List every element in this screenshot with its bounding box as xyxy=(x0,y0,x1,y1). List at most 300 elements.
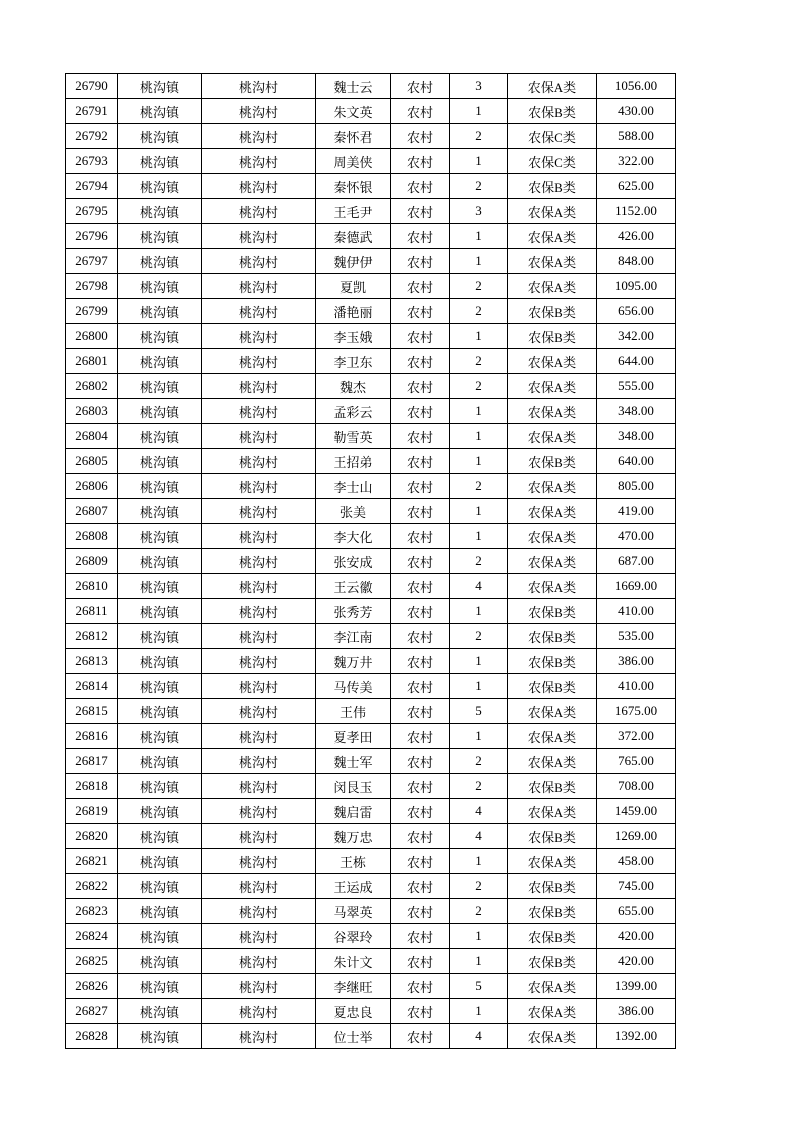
table-row xyxy=(66,424,676,449)
cell-type: 农村 xyxy=(391,224,450,249)
cell-village: 桃沟村 xyxy=(202,599,316,624)
cell-town: 桃沟镇 xyxy=(118,699,202,724)
cell-type: 农村 xyxy=(391,974,450,999)
cell-town: 桃沟镇 xyxy=(118,1024,202,1049)
cell-amount: 386.00 xyxy=(597,999,676,1024)
cell-type: 农村 xyxy=(391,524,450,549)
cell-name: 李士山 xyxy=(316,474,391,499)
table-row xyxy=(66,799,676,824)
cell-village: 桃沟村 xyxy=(202,474,316,499)
cell-type: 农村 xyxy=(391,74,450,99)
cell-type: 农村 xyxy=(391,574,450,599)
cell-amount: 348.00 xyxy=(597,399,676,424)
cell-type: 农村 xyxy=(391,624,450,649)
cell-count: 2 xyxy=(450,274,508,299)
cell-village: 桃沟村 xyxy=(202,524,316,549)
cell-type: 农村 xyxy=(391,724,450,749)
cell-town: 桃沟镇 xyxy=(118,499,202,524)
cell-type: 农村 xyxy=(391,699,450,724)
cell-id: 26794 xyxy=(66,174,118,199)
cell-village: 桃沟村 xyxy=(202,549,316,574)
table-row xyxy=(66,124,676,149)
cell-category: 农保A类 xyxy=(508,849,597,874)
cell-name: 王毛尹 xyxy=(316,199,391,224)
cell-count: 2 xyxy=(450,174,508,199)
cell-village: 桃沟村 xyxy=(202,224,316,249)
cell-id: 26811 xyxy=(66,599,118,624)
table-row xyxy=(66,374,676,399)
table-row xyxy=(66,149,676,174)
cell-category: 农保A类 xyxy=(508,74,597,99)
cell-category: 农保B类 xyxy=(508,824,597,849)
cell-id: 26805 xyxy=(66,449,118,474)
cell-count: 1 xyxy=(450,999,508,1024)
cell-town: 桃沟镇 xyxy=(118,674,202,699)
cell-id: 26799 xyxy=(66,299,118,324)
cell-town: 桃沟镇 xyxy=(118,374,202,399)
table-row xyxy=(66,549,676,574)
cell-village: 桃沟村 xyxy=(202,699,316,724)
cell-name: 位士举 xyxy=(316,1024,391,1049)
cell-id: 26812 xyxy=(66,624,118,649)
cell-village: 桃沟村 xyxy=(202,874,316,899)
cell-town: 桃沟镇 xyxy=(118,824,202,849)
cell-town: 桃沟镇 xyxy=(118,199,202,224)
cell-category: 农保A类 xyxy=(508,199,597,224)
cell-amount: 1095.00 xyxy=(597,274,676,299)
cell-amount: 708.00 xyxy=(597,774,676,799)
cell-town: 桃沟镇 xyxy=(118,649,202,674)
cell-amount: 1269.00 xyxy=(597,824,676,849)
cell-category: 农保A类 xyxy=(508,274,597,299)
cell-count: 1 xyxy=(450,949,508,974)
cell-amount: 1459.00 xyxy=(597,799,676,824)
cell-id: 26817 xyxy=(66,749,118,774)
cell-id: 26809 xyxy=(66,549,118,574)
cell-category: 农保C类 xyxy=(508,149,597,174)
cell-count: 1 xyxy=(450,499,508,524)
cell-type: 农村 xyxy=(391,249,450,274)
cell-town: 桃沟镇 xyxy=(118,749,202,774)
cell-town: 桃沟镇 xyxy=(118,574,202,599)
cell-name: 王栋 xyxy=(316,849,391,874)
cell-amount: 426.00 xyxy=(597,224,676,249)
cell-amount: 625.00 xyxy=(597,174,676,199)
cell-category: 农保A类 xyxy=(508,724,597,749)
cell-name: 李卫东 xyxy=(316,349,391,374)
cell-name: 潘艳丽 xyxy=(316,299,391,324)
cell-village: 桃沟村 xyxy=(202,174,316,199)
cell-town: 桃沟镇 xyxy=(118,924,202,949)
cell-village: 桃沟村 xyxy=(202,449,316,474)
cell-category: 农保A类 xyxy=(508,499,597,524)
cell-town: 桃沟镇 xyxy=(118,174,202,199)
cell-amount: 1675.00 xyxy=(597,699,676,724)
cell-category: 农保A类 xyxy=(508,249,597,274)
cell-category: 农保B类 xyxy=(508,774,597,799)
cell-town: 桃沟镇 xyxy=(118,799,202,824)
cell-count: 4 xyxy=(450,1024,508,1049)
cell-count: 2 xyxy=(450,124,508,149)
table-row xyxy=(66,724,676,749)
cell-category: 农保B类 xyxy=(508,99,597,124)
cell-name: 张秀芳 xyxy=(316,599,391,624)
cell-id: 26804 xyxy=(66,424,118,449)
cell-name: 张安成 xyxy=(316,549,391,574)
cell-count: 1 xyxy=(450,224,508,249)
cell-name: 马传美 xyxy=(316,674,391,699)
cell-id: 26822 xyxy=(66,874,118,899)
cell-village: 桃沟村 xyxy=(202,824,316,849)
cell-village: 桃沟村 xyxy=(202,424,316,449)
table-row xyxy=(66,249,676,274)
cell-amount: 342.00 xyxy=(597,324,676,349)
cell-count: 2 xyxy=(450,774,508,799)
cell-id: 26820 xyxy=(66,824,118,849)
cell-id: 26798 xyxy=(66,274,118,299)
table-row xyxy=(66,749,676,774)
cell-category: 农保A类 xyxy=(508,474,597,499)
cell-count: 1 xyxy=(450,849,508,874)
cell-type: 农村 xyxy=(391,474,450,499)
cell-name: 夏凯 xyxy=(316,274,391,299)
cell-count: 3 xyxy=(450,74,508,99)
cell-id: 26813 xyxy=(66,649,118,674)
cell-amount: 410.00 xyxy=(597,674,676,699)
cell-id: 26823 xyxy=(66,899,118,924)
cell-type: 农村 xyxy=(391,899,450,924)
cell-village: 桃沟村 xyxy=(202,624,316,649)
cell-id: 26815 xyxy=(66,699,118,724)
cell-name: 李大化 xyxy=(316,524,391,549)
table-row xyxy=(66,674,676,699)
cell-category: 农保B类 xyxy=(508,949,597,974)
cell-name: 王招弟 xyxy=(316,449,391,474)
cell-count: 1 xyxy=(450,424,508,449)
cell-village: 桃沟村 xyxy=(202,574,316,599)
cell-village: 桃沟村 xyxy=(202,499,316,524)
cell-amount: 470.00 xyxy=(597,524,676,549)
cell-name: 孟彩云 xyxy=(316,399,391,424)
cell-amount: 644.00 xyxy=(597,349,676,374)
cell-type: 农村 xyxy=(391,274,450,299)
cell-id: 26791 xyxy=(66,99,118,124)
cell-town: 桃沟镇 xyxy=(118,899,202,924)
cell-village: 桃沟村 xyxy=(202,124,316,149)
cell-town: 桃沟镇 xyxy=(118,549,202,574)
cell-town: 桃沟镇 xyxy=(118,999,202,1024)
cell-type: 农村 xyxy=(391,399,450,424)
table-row xyxy=(66,874,676,899)
table-row xyxy=(66,899,676,924)
cell-type: 农村 xyxy=(391,874,450,899)
cell-name: 张美 xyxy=(316,499,391,524)
cell-village: 桃沟村 xyxy=(202,249,316,274)
table-row xyxy=(66,1024,676,1049)
benefit-roster-table xyxy=(65,73,676,1049)
cell-category: 农保B类 xyxy=(508,449,597,474)
table-row xyxy=(66,774,676,799)
cell-type: 农村 xyxy=(391,449,450,474)
cell-type: 农村 xyxy=(391,174,450,199)
cell-town: 桃沟镇 xyxy=(118,274,202,299)
cell-amount: 1669.00 xyxy=(597,574,676,599)
cell-count: 2 xyxy=(450,474,508,499)
cell-town: 桃沟镇 xyxy=(118,149,202,174)
cell-village: 桃沟村 xyxy=(202,349,316,374)
cell-town: 桃沟镇 xyxy=(118,324,202,349)
cell-type: 农村 xyxy=(391,549,450,574)
cell-type: 农村 xyxy=(391,299,450,324)
cell-town: 桃沟镇 xyxy=(118,849,202,874)
cell-amount: 348.00 xyxy=(597,424,676,449)
cell-village: 桃沟村 xyxy=(202,299,316,324)
cell-count: 1 xyxy=(450,449,508,474)
cell-name: 闵艮玉 xyxy=(316,774,391,799)
cell-category: 农保B类 xyxy=(508,299,597,324)
cell-id: 26824 xyxy=(66,924,118,949)
cell-category: 农保A类 xyxy=(508,999,597,1024)
cell-count: 1 xyxy=(450,249,508,274)
cell-town: 桃沟镇 xyxy=(118,774,202,799)
cell-category: 农保A类 xyxy=(508,524,597,549)
cell-id: 26792 xyxy=(66,124,118,149)
cell-name: 魏伊伊 xyxy=(316,249,391,274)
cell-category: 农保A类 xyxy=(508,349,597,374)
cell-category: 农保A类 xyxy=(508,699,597,724)
cell-village: 桃沟村 xyxy=(202,199,316,224)
cell-id: 26795 xyxy=(66,199,118,224)
cell-amount: 1399.00 xyxy=(597,974,676,999)
cell-village: 桃沟村 xyxy=(202,974,316,999)
cell-amount: 419.00 xyxy=(597,499,676,524)
cell-id: 26803 xyxy=(66,399,118,424)
cell-category: 农保B类 xyxy=(508,174,597,199)
cell-amount: 655.00 xyxy=(597,899,676,924)
cell-town: 桃沟镇 xyxy=(118,474,202,499)
cell-name: 秦怀银 xyxy=(316,174,391,199)
cell-count: 1 xyxy=(450,399,508,424)
cell-type: 农村 xyxy=(391,149,450,174)
cell-town: 桃沟镇 xyxy=(118,299,202,324)
cell-name: 李江南 xyxy=(316,624,391,649)
cell-type: 农村 xyxy=(391,674,450,699)
cell-category: 农保B类 xyxy=(508,649,597,674)
cell-category: 农保A类 xyxy=(508,749,597,774)
cell-id: 26816 xyxy=(66,724,118,749)
cell-village: 桃沟村 xyxy=(202,74,316,99)
cell-count: 1 xyxy=(450,524,508,549)
cell-type: 农村 xyxy=(391,349,450,374)
cell-amount: 372.00 xyxy=(597,724,676,749)
cell-town: 桃沟镇 xyxy=(118,224,202,249)
cell-category: 农保A类 xyxy=(508,799,597,824)
table-row xyxy=(66,624,676,649)
cell-village: 桃沟村 xyxy=(202,924,316,949)
cell-town: 桃沟镇 xyxy=(118,874,202,899)
cell-name: 夏孝田 xyxy=(316,724,391,749)
cell-amount: 555.00 xyxy=(597,374,676,399)
cell-amount: 458.00 xyxy=(597,849,676,874)
table-row xyxy=(66,349,676,374)
cell-id: 26818 xyxy=(66,774,118,799)
cell-count: 4 xyxy=(450,799,508,824)
cell-id: 26826 xyxy=(66,974,118,999)
cell-category: 农保A类 xyxy=(508,224,597,249)
cell-town: 桃沟镇 xyxy=(118,724,202,749)
table-row xyxy=(66,849,676,874)
cell-category: 农保B类 xyxy=(508,599,597,624)
cell-count: 3 xyxy=(450,199,508,224)
cell-type: 农村 xyxy=(391,774,450,799)
cell-village: 桃沟村 xyxy=(202,724,316,749)
cell-name: 魏士军 xyxy=(316,749,391,774)
cell-village: 桃沟村 xyxy=(202,899,316,924)
cell-amount: 535.00 xyxy=(597,624,676,649)
cell-town: 桃沟镇 xyxy=(118,624,202,649)
cell-village: 桃沟村 xyxy=(202,1024,316,1049)
cell-id: 26801 xyxy=(66,349,118,374)
cell-category: 农保A类 xyxy=(508,399,597,424)
cell-count: 2 xyxy=(450,624,508,649)
cell-name: 李玉娥 xyxy=(316,324,391,349)
cell-type: 农村 xyxy=(391,1024,450,1049)
cell-name: 秦怀君 xyxy=(316,124,391,149)
table-row xyxy=(66,924,676,949)
cell-count: 4 xyxy=(450,824,508,849)
cell-category: 农保A类 xyxy=(508,374,597,399)
cell-amount: 848.00 xyxy=(597,249,676,274)
cell-count: 2 xyxy=(450,349,508,374)
cell-count: 2 xyxy=(450,374,508,399)
cell-amount: 420.00 xyxy=(597,949,676,974)
cell-town: 桃沟镇 xyxy=(118,949,202,974)
cell-category: 农保C类 xyxy=(508,124,597,149)
cell-village: 桃沟村 xyxy=(202,849,316,874)
cell-count: 2 xyxy=(450,549,508,574)
cell-town: 桃沟镇 xyxy=(118,399,202,424)
cell-type: 农村 xyxy=(391,599,450,624)
cell-count: 4 xyxy=(450,574,508,599)
table-row xyxy=(66,649,676,674)
cell-type: 农村 xyxy=(391,749,450,774)
cell-type: 农村 xyxy=(391,424,450,449)
cell-village: 桃沟村 xyxy=(202,949,316,974)
cell-id: 26825 xyxy=(66,949,118,974)
cell-count: 1 xyxy=(450,149,508,174)
cell-town: 桃沟镇 xyxy=(118,424,202,449)
cell-name: 夏忠良 xyxy=(316,999,391,1024)
cell-id: 26790 xyxy=(66,74,118,99)
table-row xyxy=(66,499,676,524)
cell-amount: 765.00 xyxy=(597,749,676,774)
cell-type: 农村 xyxy=(391,499,450,524)
cell-type: 农村 xyxy=(391,824,450,849)
cell-village: 桃沟村 xyxy=(202,674,316,699)
cell-village: 桃沟村 xyxy=(202,799,316,824)
cell-id: 26806 xyxy=(66,474,118,499)
cell-name: 周美侠 xyxy=(316,149,391,174)
table-row xyxy=(66,824,676,849)
cell-amount: 410.00 xyxy=(597,599,676,624)
cell-count: 5 xyxy=(450,699,508,724)
cell-amount: 386.00 xyxy=(597,649,676,674)
table-row xyxy=(66,399,676,424)
cell-id: 26819 xyxy=(66,799,118,824)
cell-village: 桃沟村 xyxy=(202,774,316,799)
cell-category: 农保B类 xyxy=(508,874,597,899)
cell-town: 桃沟镇 xyxy=(118,599,202,624)
cell-name: 王云徽 xyxy=(316,574,391,599)
cell-category: 农保A类 xyxy=(508,1024,597,1049)
cell-name: 马翠英 xyxy=(316,899,391,924)
cell-name: 谷翠玲 xyxy=(316,924,391,949)
cell-amount: 687.00 xyxy=(597,549,676,574)
cell-type: 农村 xyxy=(391,199,450,224)
cell-amount: 656.00 xyxy=(597,299,676,324)
table-row xyxy=(66,74,676,99)
cell-category: 农保A类 xyxy=(508,549,597,574)
cell-type: 农村 xyxy=(391,849,450,874)
cell-name: 魏启雷 xyxy=(316,799,391,824)
cell-amount: 430.00 xyxy=(597,99,676,124)
cell-amount: 588.00 xyxy=(597,124,676,149)
cell-id: 26821 xyxy=(66,849,118,874)
cell-type: 农村 xyxy=(391,949,450,974)
cell-name: 魏士云 xyxy=(316,74,391,99)
cell-village: 桃沟村 xyxy=(202,274,316,299)
cell-name: 魏万井 xyxy=(316,649,391,674)
cell-category: 农保B类 xyxy=(508,924,597,949)
cell-id: 26802 xyxy=(66,374,118,399)
cell-type: 农村 xyxy=(391,649,450,674)
cell-type: 农村 xyxy=(391,999,450,1024)
cell-amount: 745.00 xyxy=(597,874,676,899)
table-row xyxy=(66,224,676,249)
cell-type: 农村 xyxy=(391,324,450,349)
cell-name: 朱计文 xyxy=(316,949,391,974)
table-row xyxy=(66,199,676,224)
cell-type: 农村 xyxy=(391,99,450,124)
cell-count: 1 xyxy=(450,649,508,674)
table-row xyxy=(66,99,676,124)
cell-count: 2 xyxy=(450,749,508,774)
cell-category: 农保B类 xyxy=(508,324,597,349)
cell-name: 李继旺 xyxy=(316,974,391,999)
table-row xyxy=(66,974,676,999)
cell-id: 26810 xyxy=(66,574,118,599)
cell-count: 1 xyxy=(450,599,508,624)
cell-count: 1 xyxy=(450,674,508,699)
cell-name: 秦德武 xyxy=(316,224,391,249)
cell-id: 26800 xyxy=(66,324,118,349)
cell-town: 桃沟镇 xyxy=(118,349,202,374)
cell-village: 桃沟村 xyxy=(202,374,316,399)
cell-count: 2 xyxy=(450,874,508,899)
cell-town: 桃沟镇 xyxy=(118,524,202,549)
cell-type: 农村 xyxy=(391,924,450,949)
cell-type: 农村 xyxy=(391,799,450,824)
cell-id: 26808 xyxy=(66,524,118,549)
cell-id: 26828 xyxy=(66,1024,118,1049)
cell-id: 26793 xyxy=(66,149,118,174)
cell-id: 26827 xyxy=(66,999,118,1024)
cell-count: 5 xyxy=(450,974,508,999)
table-row xyxy=(66,274,676,299)
cell-town: 桃沟镇 xyxy=(118,124,202,149)
table-row xyxy=(66,599,676,624)
cell-category: 农保B类 xyxy=(508,624,597,649)
